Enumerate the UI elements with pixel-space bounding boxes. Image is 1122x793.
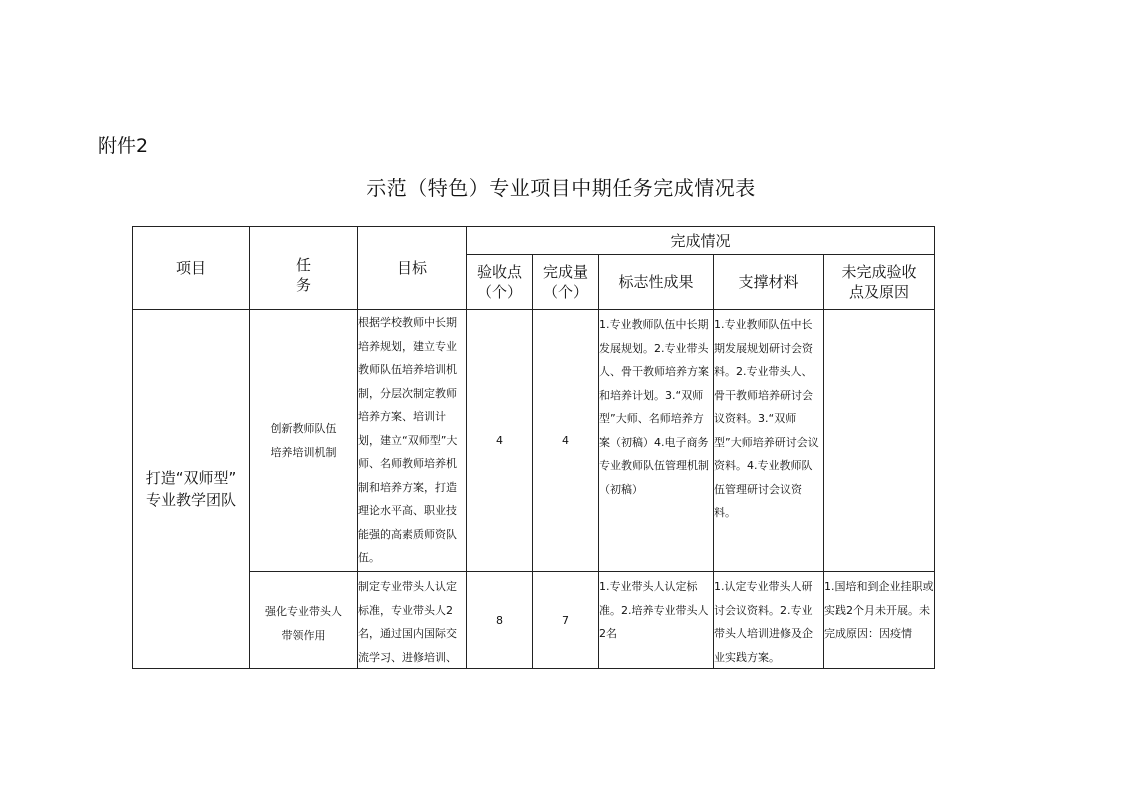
header-row-top [133,227,935,255]
header-uncompleted-reasons: 未完成验收 点及原因 [824,255,935,310]
task-completion-table [132,226,935,669]
support-cell: 1.认定专业带头人研讨会议资料。2.专业带头人培训进修及企业实践方案。 [714,572,824,669]
table-row [133,572,935,669]
task-cell: 强化专业带头人 带领作用 [250,572,358,669]
landmark-cell: 1.专业带头人认定标准。2.培养专业带头人2名 [599,572,714,669]
header-landmark-results: 标志性成果 [599,255,714,310]
header-completed-count: 完成量 （个） [533,255,599,310]
project-cell: 打造“双师型” 专业教学团队 [133,310,250,669]
page-title: 示范（特色）专业项目中期任务完成情况表 [366,176,756,200]
completed-cell: 4 [533,310,599,572]
header-support-materials: 支撑材料 [714,255,824,310]
header-project: 项目 [133,227,250,310]
table-row [133,310,935,572]
header-acceptance-points: 验收点 （个） [467,255,533,310]
acceptance-cell: 8 [467,572,533,669]
attachment-label: 附件2 [98,135,149,157]
reason-cell: 1.国培和到企业挂职或实践2个月未开展。未完成原因：因疫情 [824,572,935,669]
header-task: 任 务 [250,227,358,310]
goal-cell: 制定专业带头人认定标准，专业带头人2名，通过国内国际交流学习、进修培训、 [358,572,467,669]
landmark-cell: 1.专业教师队伍中长期发展规划。2.专业带头人、骨干教师培养方案和培养计划。3.“双师型”大师、名师培养方案（初稿）4.电子商务专业教师队伍管理机制（初稿） [599,310,714,572]
acceptance-cell: 4 [467,310,533,572]
task-cell: 创新教师队伍 培养培训机制 [250,310,358,572]
header-goal: 目标 [358,227,467,310]
goal-cell: 根据学校教师中长期培养规划，建立专业教师队伍培养培训机制，分层次制定教师培养方案、培训计划，建立“双师型”大师、名师教师培养机制和培养方案，打造理论水平高、职业技能强的高素质师资队伍。 [358,310,467,572]
completed-cell: 7 [533,572,599,669]
support-cell: 1.专业教师队伍中长期发展规划研讨会资料。2.专业带头人、骨干教师培养研讨会议资料。3.“双师型”大师培养研讨会议资料。4.专业教师队伍管理研讨会议资料。 [714,310,824,572]
header-completion: 完成情况 [467,227,935,255]
reason-cell [824,310,935,572]
